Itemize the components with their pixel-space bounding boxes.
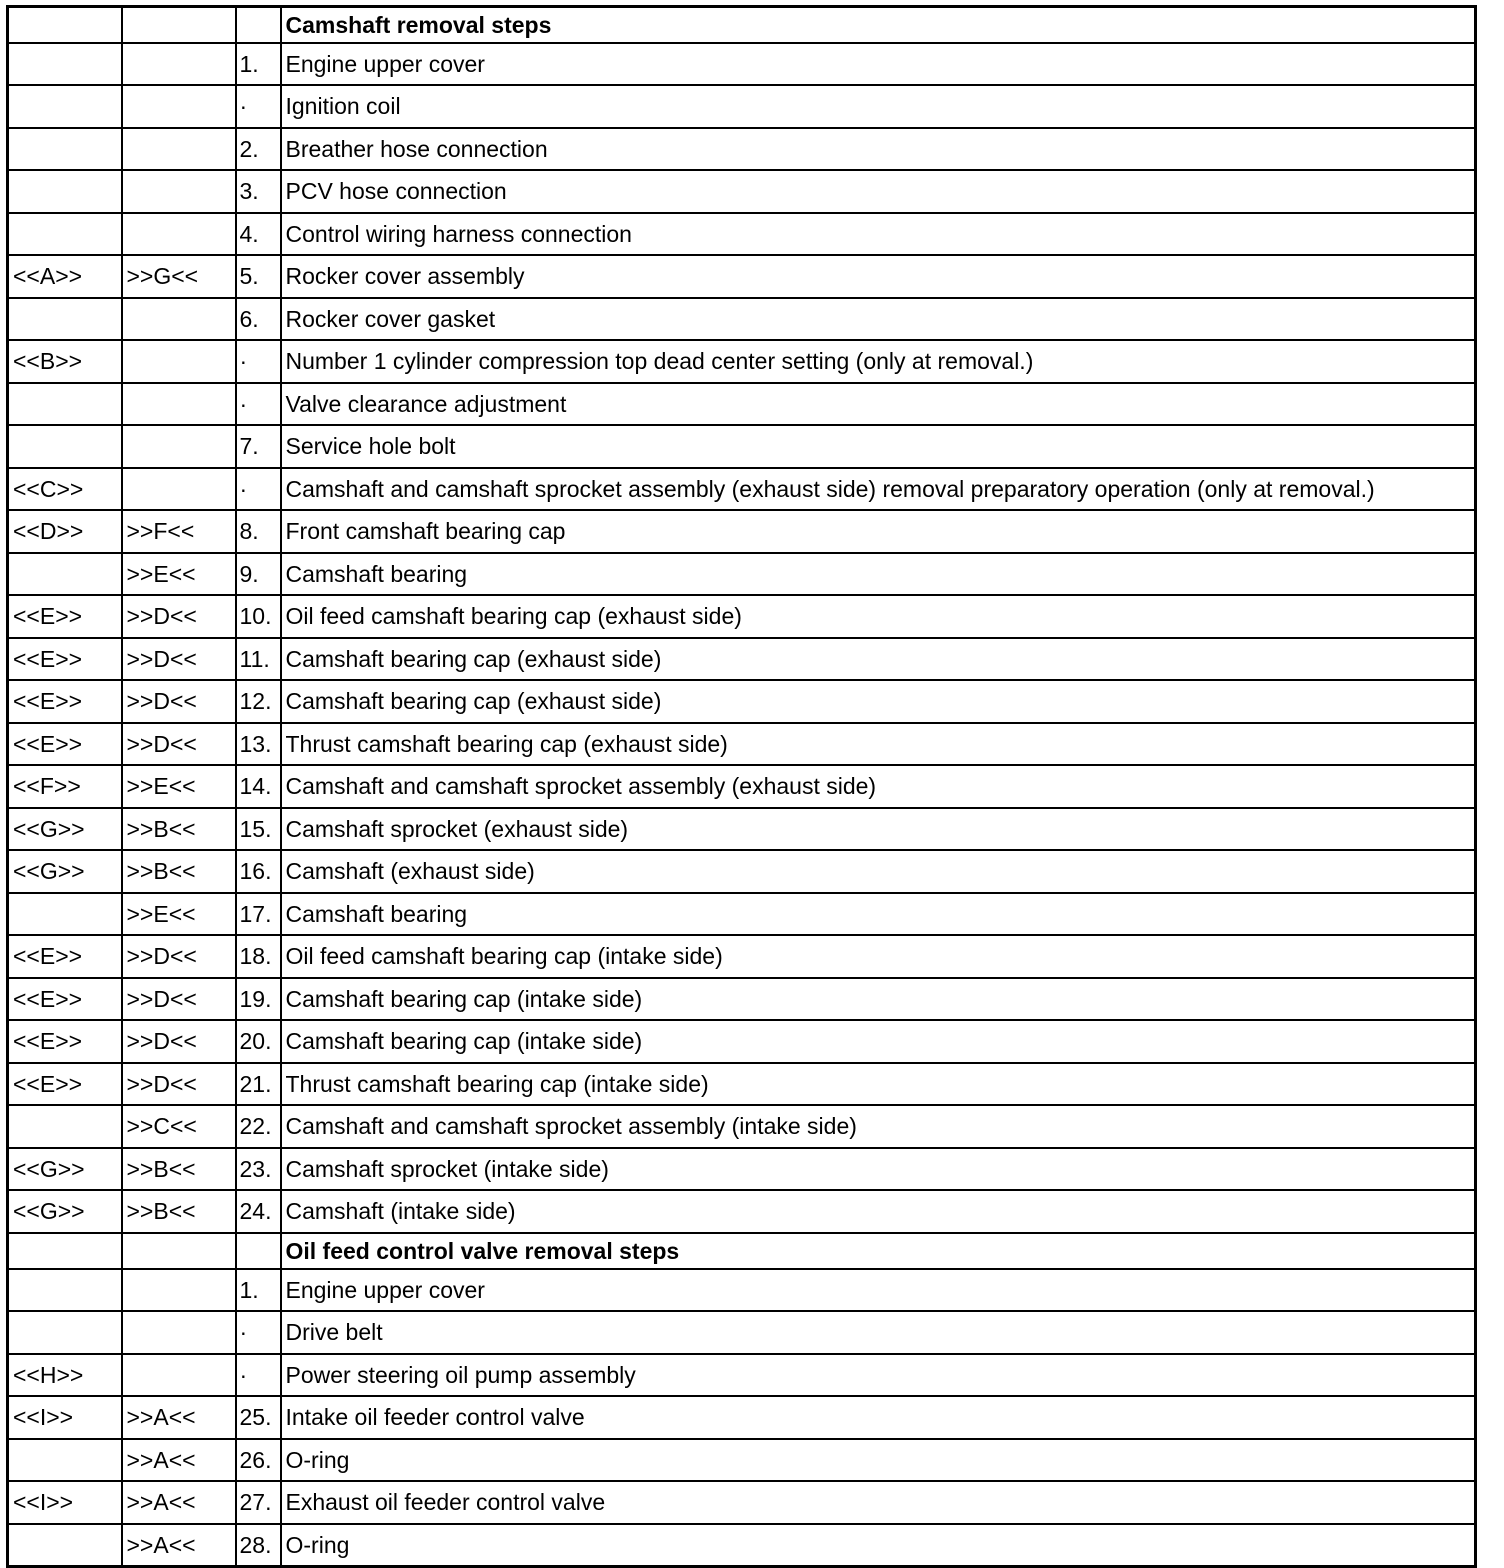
install-cell: [122, 1233, 236, 1269]
installation-service-point: [122, 340, 236, 383]
removal-service-point: <<G>>: [8, 850, 122, 893]
installation-service-point: >>E<<: [122, 553, 236, 596]
installation-service-point: >>B<<: [122, 1190, 236, 1233]
step-number: 24.: [236, 1190, 281, 1233]
step-description: Rocker cover assembly: [281, 255, 1476, 298]
step-description: Camshaft and camshaft sprocket assembly (exhaust side): [281, 765, 1476, 808]
step-number: 3.: [236, 170, 281, 213]
table-row: [8, 383, 1476, 426]
step-description: Oil feed camshaft bearing cap (exhaust side): [281, 595, 1476, 638]
step-number: 4.: [236, 213, 281, 256]
removal-service-point: <<E>>: [8, 595, 122, 638]
table-row: [8, 723, 1476, 766]
installation-service-point: [122, 85, 236, 128]
removal-service-point: [8, 893, 122, 936]
step-description: O-ring: [281, 1439, 1476, 1482]
step-description: Camshaft (intake side): [281, 1190, 1476, 1233]
removal-service-point: [8, 383, 122, 426]
step-description: Camshaft sprocket (intake side): [281, 1148, 1476, 1191]
installation-service-point: [122, 1269, 236, 1312]
table-row: [8, 255, 1476, 298]
removal-service-point: <<G>>: [8, 808, 122, 851]
table-row: [8, 298, 1476, 341]
step-number: 1.: [236, 43, 281, 86]
no-cell: [236, 7, 281, 43]
removal-service-point: <<B>>: [8, 340, 122, 383]
step-description: PCV hose connection: [281, 170, 1476, 213]
installation-service-point: >>A<<: [122, 1439, 236, 1482]
removal-service-point: <<F>>: [8, 765, 122, 808]
installation-service-point: >>D<<: [122, 935, 236, 978]
step-description: O-ring: [281, 1524, 1476, 1567]
removal-service-point: <<I>>: [8, 1396, 122, 1439]
table-row: [8, 1396, 1476, 1439]
step-number: 8.: [236, 510, 281, 553]
step-number: 27.: [236, 1481, 281, 1524]
step-description: Camshaft (exhaust side): [281, 850, 1476, 893]
step-number: 23.: [236, 1148, 281, 1191]
step-description: Camshaft sprocket (exhaust side): [281, 808, 1476, 851]
step-description: Valve clearance adjustment: [281, 383, 1476, 426]
step-description: Drive belt: [281, 1311, 1476, 1354]
table-row: [8, 213, 1476, 256]
step-number: ·: [236, 1311, 281, 1354]
step-number: 9.: [236, 553, 281, 596]
installation-service-point: >>A<<: [122, 1481, 236, 1524]
step-description: Power steering oil pump assembly: [281, 1354, 1476, 1397]
step-number: 26.: [236, 1439, 281, 1482]
step-number: 11.: [236, 638, 281, 681]
step-number: 18.: [236, 935, 281, 978]
table-row: [8, 1481, 1476, 1524]
step-number: 19.: [236, 978, 281, 1021]
step-description: Camshaft and camshaft sprocket assembly (intake side): [281, 1105, 1476, 1148]
table-row: [8, 765, 1476, 808]
no-cell: [236, 1233, 281, 1269]
removal-service-point: [8, 170, 122, 213]
step-description: Front camshaft bearing cap: [281, 510, 1476, 553]
step-number: 6.: [236, 298, 281, 341]
removal-cell: [8, 1233, 122, 1269]
step-description: Control wiring harness connection: [281, 213, 1476, 256]
step-number: ·: [236, 85, 281, 128]
installation-service-point: >>C<<: [122, 1105, 236, 1148]
removal-service-point: <<C>>: [8, 468, 122, 511]
installation-service-point: >>B<<: [122, 850, 236, 893]
installation-service-point: [122, 298, 236, 341]
removal-service-point: <<I>>: [8, 1481, 122, 1524]
table-row: [8, 1354, 1476, 1397]
removal-service-point: [8, 1524, 122, 1567]
step-number: 28.: [236, 1524, 281, 1567]
table-row: [8, 128, 1476, 171]
removal-service-point: [8, 1105, 122, 1148]
table-row: [8, 1311, 1476, 1354]
installation-service-point: >>D<<: [122, 680, 236, 723]
table-row: [8, 1190, 1476, 1233]
step-number: 1.: [236, 1269, 281, 1312]
installation-service-point: [122, 213, 236, 256]
step-number: ·: [236, 340, 281, 383]
removal-service-point: <<H>>: [8, 1354, 122, 1397]
step-description: Exhaust oil feeder control valve: [281, 1481, 1476, 1524]
table-row: [8, 893, 1476, 936]
step-number: 14.: [236, 765, 281, 808]
step-number: ·: [236, 1354, 281, 1397]
table-row: [8, 468, 1476, 511]
step-description: Engine upper cover: [281, 43, 1476, 86]
step-number: 10.: [236, 595, 281, 638]
removal-service-point: <<G>>: [8, 1148, 122, 1191]
installation-service-point: >>D<<: [122, 1063, 236, 1106]
table-body: [8, 7, 1476, 1567]
removal-service-point: <<E>>: [8, 978, 122, 1021]
step-description: Camshaft bearing cap (intake side): [281, 978, 1476, 1021]
removal-service-point: <<E>>: [8, 935, 122, 978]
step-number: ·: [236, 383, 281, 426]
table-row: [8, 935, 1476, 978]
step-description: Camshaft bearing cap (exhaust side): [281, 638, 1476, 681]
table-row: [8, 1105, 1476, 1148]
table-row: [8, 1020, 1476, 1063]
step-description: Camshaft bearing: [281, 553, 1476, 596]
step-number: 13.: [236, 723, 281, 766]
table-row: [8, 978, 1476, 1021]
removal-service-point: [8, 1439, 122, 1482]
removal-cell: [8, 7, 122, 43]
removal-service-point: <<D>>: [8, 510, 122, 553]
section-title: Oil feed control valve removal steps: [281, 1233, 1476, 1269]
removal-service-point: <<E>>: [8, 1063, 122, 1106]
table-row: [8, 1063, 1476, 1106]
installation-service-point: [122, 43, 236, 86]
installation-service-point: >>D<<: [122, 638, 236, 681]
step-description: Camshaft bearing: [281, 893, 1476, 936]
installation-service-point: >>D<<: [122, 595, 236, 638]
table-row: [8, 553, 1476, 596]
step-number: 5.: [236, 255, 281, 298]
removal-service-point: <<E>>: [8, 680, 122, 723]
installation-service-point: >>E<<: [122, 765, 236, 808]
table-row: [8, 340, 1476, 383]
installation-service-point: >>A<<: [122, 1524, 236, 1567]
step-description: Engine upper cover: [281, 1269, 1476, 1312]
installation-service-point: [122, 170, 236, 213]
section-title: Camshaft removal steps: [281, 7, 1476, 43]
step-number: 20.: [236, 1020, 281, 1063]
installation-service-point: >>B<<: [122, 808, 236, 851]
step-number: 21.: [236, 1063, 281, 1106]
table-row: [8, 1524, 1476, 1567]
installation-service-point: >>G<<: [122, 255, 236, 298]
step-number: 25.: [236, 1396, 281, 1439]
installation-service-point: >>F<<: [122, 510, 236, 553]
removal-service-point: [8, 85, 122, 128]
table-row: [8, 638, 1476, 681]
removal-service-point: [8, 128, 122, 171]
table-row: [8, 595, 1476, 638]
installation-service-point: >>D<<: [122, 1020, 236, 1063]
table-row: [8, 43, 1476, 86]
step-description: Ignition coil: [281, 85, 1476, 128]
removal-steps-table: [6, 5, 1477, 1568]
removal-service-point: <<E>>: [8, 723, 122, 766]
table-row: [8, 85, 1476, 128]
installation-service-point: >>B<<: [122, 1148, 236, 1191]
step-number: 15.: [236, 808, 281, 851]
removal-service-point: [8, 1311, 122, 1354]
step-number: 16.: [236, 850, 281, 893]
table-row: [8, 1269, 1476, 1312]
step-description: Thrust camshaft bearing cap (intake side): [281, 1063, 1476, 1106]
step-number: 12.: [236, 680, 281, 723]
removal-service-point: [8, 425, 122, 468]
step-number: 17.: [236, 893, 281, 936]
removal-service-point: <<G>>: [8, 1190, 122, 1233]
install-cell: [122, 7, 236, 43]
table-row: [8, 170, 1476, 213]
table-row: [8, 850, 1476, 893]
removal-service-point: [8, 1269, 122, 1312]
table-row: [8, 425, 1476, 468]
section-heading-row: [8, 7, 1476, 43]
removal-service-point: <<A>>: [8, 255, 122, 298]
table-row: [8, 808, 1476, 851]
step-description: Number 1 cylinder compression top dead center setting (only at removal.): [281, 340, 1476, 383]
installation-service-point: [122, 425, 236, 468]
installation-service-point: >>D<<: [122, 978, 236, 1021]
installation-service-point: [122, 468, 236, 511]
removal-service-point: [8, 213, 122, 256]
removal-service-point: [8, 43, 122, 86]
step-number: 22.: [236, 1105, 281, 1148]
step-number: 2.: [236, 128, 281, 171]
step-number: 7.: [236, 425, 281, 468]
installation-service-point: [122, 128, 236, 171]
table-row: [8, 680, 1476, 723]
step-description: Oil feed camshaft bearing cap (intake side): [281, 935, 1476, 978]
step-description: Camshaft bearing cap (intake side): [281, 1020, 1476, 1063]
step-description: Service hole bolt: [281, 425, 1476, 468]
step-description: Rocker cover gasket: [281, 298, 1476, 341]
installation-service-point: [122, 1311, 236, 1354]
installation-service-point: >>D<<: [122, 723, 236, 766]
table-row: [8, 510, 1476, 553]
removal-service-point: <<E>>: [8, 638, 122, 681]
installation-service-point: [122, 1354, 236, 1397]
removal-service-point: [8, 553, 122, 596]
section-heading-row: [8, 1233, 1476, 1269]
step-description: Camshaft and camshaft sprocket assembly (exhaust side) removal preparatory operation (only at removal.): [281, 468, 1476, 511]
installation-service-point: >>A<<: [122, 1396, 236, 1439]
step-description: Intake oil feeder control valve: [281, 1396, 1476, 1439]
removal-service-point: [8, 298, 122, 341]
step-description: Breather hose connection: [281, 128, 1476, 171]
step-description: Camshaft bearing cap (exhaust side): [281, 680, 1476, 723]
step-number: ·: [236, 468, 281, 511]
table-row: [8, 1439, 1476, 1482]
table-row: [8, 1148, 1476, 1191]
removal-service-point: <<E>>: [8, 1020, 122, 1063]
step-description: Thrust camshaft bearing cap (exhaust side): [281, 723, 1476, 766]
installation-service-point: [122, 383, 236, 426]
installation-service-point: >>E<<: [122, 893, 236, 936]
